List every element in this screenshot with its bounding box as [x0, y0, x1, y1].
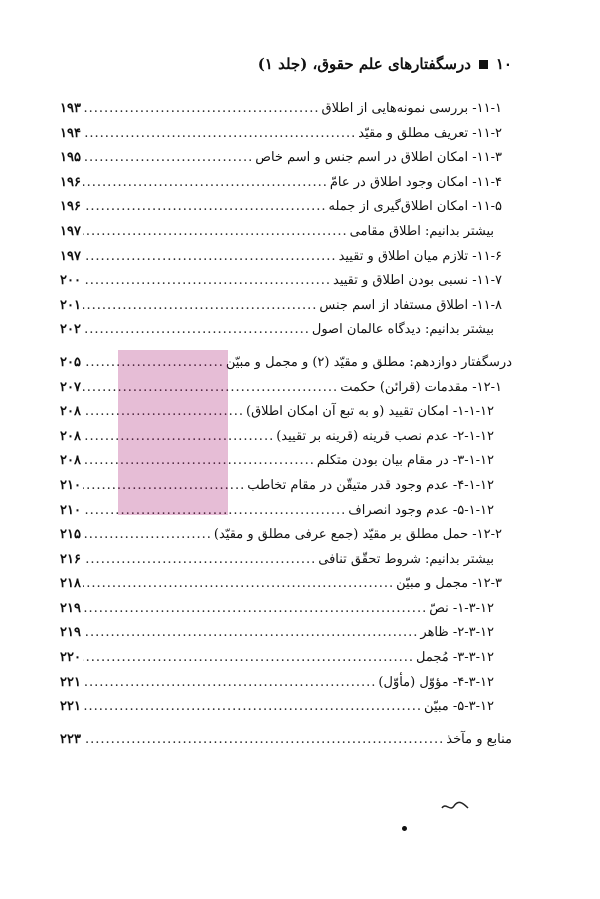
toc-leader-dots [83, 499, 346, 524]
toc-entry[interactable] [60, 245, 512, 270]
toc-leader-dots [83, 220, 348, 245]
ornament-icon [440, 800, 470, 814]
toc-leader-dots [83, 597, 427, 622]
page-number: ۱۰ [495, 55, 512, 73]
toc-entry-page: ۲۰۸ [60, 428, 81, 444]
toc-entry-title: ۱۱-۷- نسبی بودن اطلاق و تقیید [333, 273, 502, 289]
toc-entry[interactable] [60, 195, 512, 220]
toc-entry[interactable] [60, 425, 512, 450]
toc-entry[interactable] [60, 376, 512, 401]
toc-entry[interactable] [60, 269, 512, 294]
toc-leader-dots [83, 728, 444, 753]
toc-entry-title: ۱۲-۱- مقدمات (قرائن) حکمت [340, 379, 502, 395]
toc-entry-title: ۱۱-۶- تلازم میان اطلاق و تقیید [338, 248, 502, 264]
toc-entry[interactable] [60, 220, 512, 245]
toc-entry[interactable] [60, 572, 512, 597]
toc-entry[interactable] [60, 728, 512, 753]
table-of-contents [60, 97, 512, 752]
toc-entry-title: ۳-۱-۱۲- در مقام بیان بودن متکلم [316, 453, 494, 469]
toc-entry-title: بیشتر بدانیم: اطلاق مقامی [349, 223, 494, 239]
toc-entry-page: ۲۱۶ [60, 551, 81, 567]
toc-entry[interactable] [60, 318, 512, 343]
toc-entry-title: ۱۲-۲- حمل مطلق بر مقیّد (جمع عرفی مطلق و مقیّد) [213, 527, 502, 543]
toc-entry-page: ۲۰۸ [60, 404, 81, 420]
toc-entry-page: ۲۲۰ [60, 650, 81, 666]
toc-entry-page: ۱۹۶ [60, 199, 81, 215]
toc-leader-dots [83, 572, 394, 597]
toc-entry-title: بیشتر بدانیم: دیدگاه عالمان اصول [311, 322, 494, 338]
book-title: درسگفتارهای علم حقوق، (جلد ۱) [257, 55, 471, 73]
toc-entry[interactable] [60, 695, 512, 720]
bullet-square-icon [479, 60, 488, 69]
toc-leader-dots [83, 449, 315, 474]
toc-entry[interactable] [60, 146, 512, 171]
toc-entry-page: ۲۱۰ [60, 502, 81, 518]
toc-entry-title: ۱۱-۸- اطلاق مستفاد از اسم جنس [319, 297, 502, 313]
toc-leader-dots [83, 351, 224, 376]
toc-leader-dots [83, 376, 338, 401]
toc-entry-title: بیشتر بدانیم: شروط تحقّق تنافی [318, 551, 494, 567]
toc-leader-dots [83, 548, 316, 573]
toc-gap [60, 343, 512, 351]
toc-leader-dots [83, 171, 328, 196]
toc-entry-page: ۲۰۷ [60, 379, 81, 395]
toc-entry-title: ۱-۳-۱۲- نصّ [429, 600, 494, 616]
toc-leader-dots [83, 122, 356, 147]
toc-leader-dots [83, 245, 337, 270]
toc-entry-page: ۲۰۸ [60, 453, 81, 469]
toc-leader-dots [83, 695, 422, 720]
toc-entry[interactable] [60, 523, 512, 548]
toc-entry-page: ۱۹۶ [60, 174, 81, 190]
toc-entry-page: ۲۰۰ [60, 273, 81, 289]
toc-leader-dots [83, 400, 244, 425]
toc-leader-dots [83, 146, 253, 171]
toc-entry-page: ۲۱۰ [60, 477, 81, 493]
toc-entry-page: ۲۰۲ [60, 322, 81, 338]
toc-entry[interactable] [60, 97, 512, 122]
toc-leader-dots [83, 671, 376, 696]
toc-entry-page: ۲۱۹ [60, 625, 81, 641]
toc-entry-page: ۲۰۵ [60, 354, 81, 370]
toc-entry-title: ۲-۳-۱۲- ظاهر [420, 625, 494, 641]
toc-leader-dots [83, 318, 310, 343]
toc-entry-page: ۱۹۴ [60, 125, 81, 141]
toc-entry[interactable] [60, 449, 512, 474]
toc-entry-title: ۱۱-۲- تعریف مطلق و مقیّد [358, 125, 502, 141]
toc-leader-dots [83, 269, 331, 294]
toc-entry[interactable] [60, 597, 512, 622]
toc-gap [60, 720, 512, 728]
toc-entry-title: ۱-۱-۱۲- امکان تقیید (و به تبع آن امکان اطلاق) [246, 404, 494, 420]
toc-entry-title: ۴-۳-۱۲- مؤوّل (مأوّل) [378, 674, 494, 690]
toc-entry[interactable] [60, 548, 512, 573]
toc-leader-dots [83, 294, 317, 319]
toc-entry-page: ۲۱۹ [60, 600, 81, 616]
toc-entry[interactable] [60, 646, 512, 671]
footer-mark [402, 826, 407, 831]
toc-entry-page: ۲۱۸ [60, 576, 81, 592]
toc-entry-page: ۲۱۵ [60, 527, 81, 543]
toc-entry-title: ۱۱-۳- امکان اطلاق در اسم جنس و اسم خاص [255, 150, 502, 166]
page-header [60, 55, 512, 73]
toc-entry[interactable] [60, 621, 512, 646]
toc-entry-title: ۱۱-۱- بررسی نمونه‌هایی از اطلاق [321, 101, 502, 116]
toc-leader-dots [83, 97, 320, 122]
toc-leader-dots [83, 621, 418, 646]
toc-entry-title: ۱۱-۵- امکان اطلاق‌گیری از جمله [328, 199, 502, 215]
toc-entry-title: ۱۲-۳- مجمل و مبیّن [396, 576, 502, 592]
toc-entry-page: ۱۹۷ [60, 248, 81, 264]
toc-leader-dots [83, 195, 327, 220]
toc-leader-dots [83, 425, 274, 450]
toc-entry[interactable] [60, 171, 512, 196]
toc-entry-page: ۲۲۱ [60, 674, 81, 690]
toc-entry-title: ۳-۳-۱۲- مُجمل [416, 650, 494, 666]
toc-entry[interactable] [60, 474, 512, 499]
toc-entry-page: ۲۰۱ [60, 297, 81, 313]
toc-entry-title: منابع و مآخذ [446, 731, 512, 747]
toc-entry-page: ۱۹۷ [60, 223, 81, 239]
toc-leader-dots [83, 523, 212, 548]
toc-leader-dots [83, 474, 245, 499]
toc-entry[interactable] [60, 122, 512, 147]
toc-entry-title: ۴-۱-۱۲- عدم وجود قدر متیقّن در مقام تخاطب [247, 477, 494, 493]
toc-entry-page: ۲۲۱ [60, 699, 81, 715]
toc-entry[interactable] [60, 671, 512, 696]
toc-entry-page: ۲۲۳ [60, 731, 81, 747]
toc-entry[interactable] [60, 499, 512, 524]
toc-entry-title: ۵-۳-۱۲- مبیّن [424, 699, 494, 715]
toc-entry-title: درسگفتار دوازدهم: مطلق و مقیّد (۲) و مجمل و مبیّن [225, 354, 512, 370]
toc-entry[interactable] [60, 294, 512, 319]
toc-entry-title: ۲-۱-۱۲- عدم نصب قرینه (قرینه بر تقیید) [276, 428, 494, 444]
toc-leader-dots [83, 646, 414, 671]
toc-entry[interactable] [60, 400, 512, 425]
toc-entry[interactable] [60, 351, 512, 376]
toc-entry-page: ۱۹۵ [60, 150, 81, 166]
toc-entry-page: ۱۹۳ [60, 101, 81, 116]
toc-entry-title: ۱۱-۴- امکان وجود اطلاق در عامّ [329, 174, 502, 190]
toc-entry-title: ۵-۱-۱۲- عدم وجود انصراف [348, 502, 494, 518]
